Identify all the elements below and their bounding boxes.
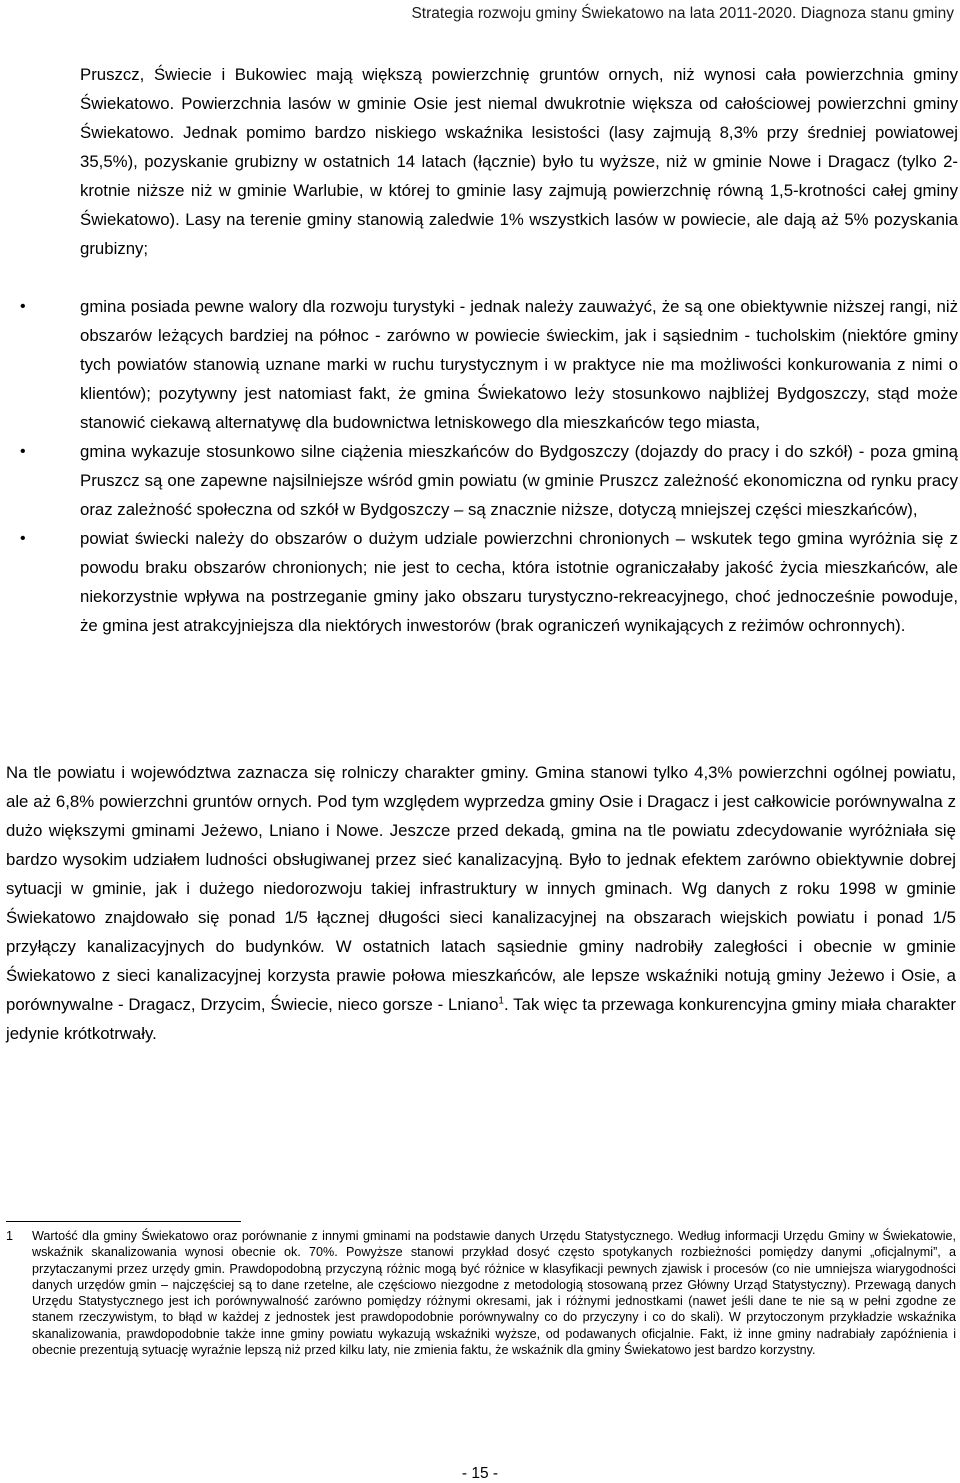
bullet-marker: •	[20, 298, 26, 315]
footnote-text: Wartość dla gminy Świekatowo oraz porównanie z innymi gminami na podstawie danych Urzędu Statystycznego. Według informacji Urzędu Gminy w Świekatowie, wskaźnik skanalizowania wynosi obecnie ok. 70%. Powyższe stanowi przykład dosyć często spotykanych rozbieżności pomiędzy danymi „oficjalnymi”, a przytaczanymi przez urzędy gmin. Prawdopodobną przyczyną różnic mogą być różnice w klasyfikacji pewnych zjawisk i procesów (co nie umniejsza wiarygodności danych urzędów gmin – najczęściej są to dane rzetelne, ale częściowo niezgodne z metodologią stosowaną przez Główny Urząd Statystyczny). Przewagą danych Urzędu Statystycznego jest ich porównywalność zarówno pomiędzy różnymi okresami, jak i różnymi jednostkami (nawet jeśli dane te nie są w pełni zgodne ze stanem rzeczywistym, to błąd w każdej z jednostek jest prawdopodobnie porównywalny co do przyczyny i co do skali). W przytoczonym przykładzie wskaźnika skanalizowania, prawdopodobnie także inne gminy powiatu wykazują wskaźniki wyższe, od podawanych oficjalnie. Fakt, iż inne gminy nadrabiały zapóźnienia i obecnie prezentują sytuację wyraźnie lepszą niż przed kilku laty, nie zmienia faktu, że wskaźnik dla gminy Świekatowo jest bardzo korzystny.	[32, 1229, 956, 1358]
main-paragraph-text-end: . Tak więc ta przewaga konkurencyjna gminy miała charakter jedynie krótkotrwały.	[6, 995, 956, 1043]
main-paragraph-text: Na tle powiatu i województwa zaznacza się rolniczy charakter gminy. Gmina stanowi tylko 4,3% powierzchni ogólnej powiatu, ale aż 6,8% powierzchni gruntów ornych. Pod tym względem wyprzedza gminy Osie i Dragacz i jest całkowicie porównywalna z dużo większymi gminami Jeżewo, Lniano i Nowe. Jeszcze przed dekadą, gmina na tle powiatu zdecydowanie wyróżniała się bardzo wysokim udziałem ludności obsługiwanej przez sieć kanalizacyjną. Było to jednak efektem zarówno obiektywnie dobrej sytuacji w gminie, jak i dużego niedorozwoju takiej infrastruktury w innych gminach. Wg danych z roku 1998 w gminie Świekatowo znajdowało się ponad 1/5 łącznej długości sieci kanalizacyjnej na obszarach wiejskich powiatu i ponad 1/5 przyłączy kanalizacyjnych do budynków. W ostatnich latach sąsiednie gminy nadrobiły zaległości i obecnie w gminie Świekatowo z sieci kanalizacyjnej korzysta prawie połowa mieszkańców, ale lepsze wskaźniki notują gminy Jeżewo i Osie, a porównywalne - Dragacz, Drzycim, Świecie, nieco gorsze - Lniano	[6, 763, 956, 1014]
bullet-text: gmina posiada pewne walory dla rozwoju turystyki - jednak należy zauważyć, że są one obiektywnie niższej rangi, niż obszarów leżących bardziej na północ - zarówno w powiecie świeckim, jak i sąsiednim - tucholskim (niektóre gminy tych powiatów stanowią uznane marki w ruchu turystycznym i w praktyce nie ma możliwości konkurowania z nimi o klientów); pozytywny jest natomiast fakt, że gmina Świekatowo leży stosunkowo najbliżej Bydgoszczy, stąd może stanowić ciekawą alternatywę dla budownictwa letniskowego dla mieszkańców tego miasta,	[80, 297, 958, 432]
bullet-list	[0, 292, 960, 640]
list-item	[0, 524, 958, 640]
footnote	[6, 1228, 956, 1358]
main-paragraph	[6, 758, 956, 1048]
running-header: Strategia rozwoju gminy Świekatowo na lata 2011-2020. Diagnoza stanu gminy	[411, 5, 954, 22]
bullet-marker: •	[20, 530, 26, 547]
footnote-reference[interactable]: 1	[498, 995, 504, 1007]
footnote-number: 1	[6, 1229, 14, 1243]
footnote-separator	[6, 1221, 241, 1222]
bullet-text: powiat świecki należy do obszarów o dużym udziale powierzchni chronionych – wskutek tego gmina wyróżnia się z powodu braku obszarów chronionych; nie jest to cecha, która istotnie ograniczałaby jakość życia mieszkańców, ale niekorzystnie wpływa na postrzeganie gminy jako obszaru turystyczno-rekreacyjnego, choć jednocześnie powoduje, że gmina jest atrakcyjniejsza dla niektórych inwestorów (brak ograniczeń wynikających z reżimów ochronnych).	[80, 529, 958, 635]
list-item	[0, 437, 958, 524]
page-number: - 15 -	[461, 1465, 499, 1482]
list-item	[0, 292, 958, 437]
bullet-text: gmina wykazuje stosunkowo silne ciążenia mieszkańców do Bydgoszczy (dojazdy do pracy i do szkół) - poza gminą Pruszcz są one zapewne najsilniejsze wśród gmin powiatu (w gminie Pruszcz zależność ekonomiczna od rynku pracy oraz zależność społeczna od szkół w Bydgoszczy – są znacznie niższe, dotyczą mniejszej części mieszkańców),	[80, 442, 958, 519]
bullet-marker: •	[20, 443, 26, 460]
continuation-paragraph: Pruszcz, Świecie i Bukowiec mają większą powierzchnię gruntów ornych, niż wynosi cała powierzchnia gminy Świekatowo. Powierzchnia lasów w gminie Osie jest niemal dwukrotnie większa od całościowej powierzchni gminy Świekatowo. Jednak pomimo bardzo niskiego wskaźnika lesistości (lasy zajmują 8,3% przy średniej powiatowej 35,5%), pozyskanie grubizny w ostatnich 14 latach (łącznie) było tu wyższe, niż w gminie Nowe i Dragacz (tylko 2-krotnie niższe niż w gminie Warlubie, w której to gminie lasy zajmują powierzchnię równą 1,5-krotności całej gminy Świekatowo). Lasy na terenie gminy stanowią zaledwie 1% wszystkich lasów w powiecie, ale dają aż 5% pozyskania grubizny;	[80, 65, 958, 258]
